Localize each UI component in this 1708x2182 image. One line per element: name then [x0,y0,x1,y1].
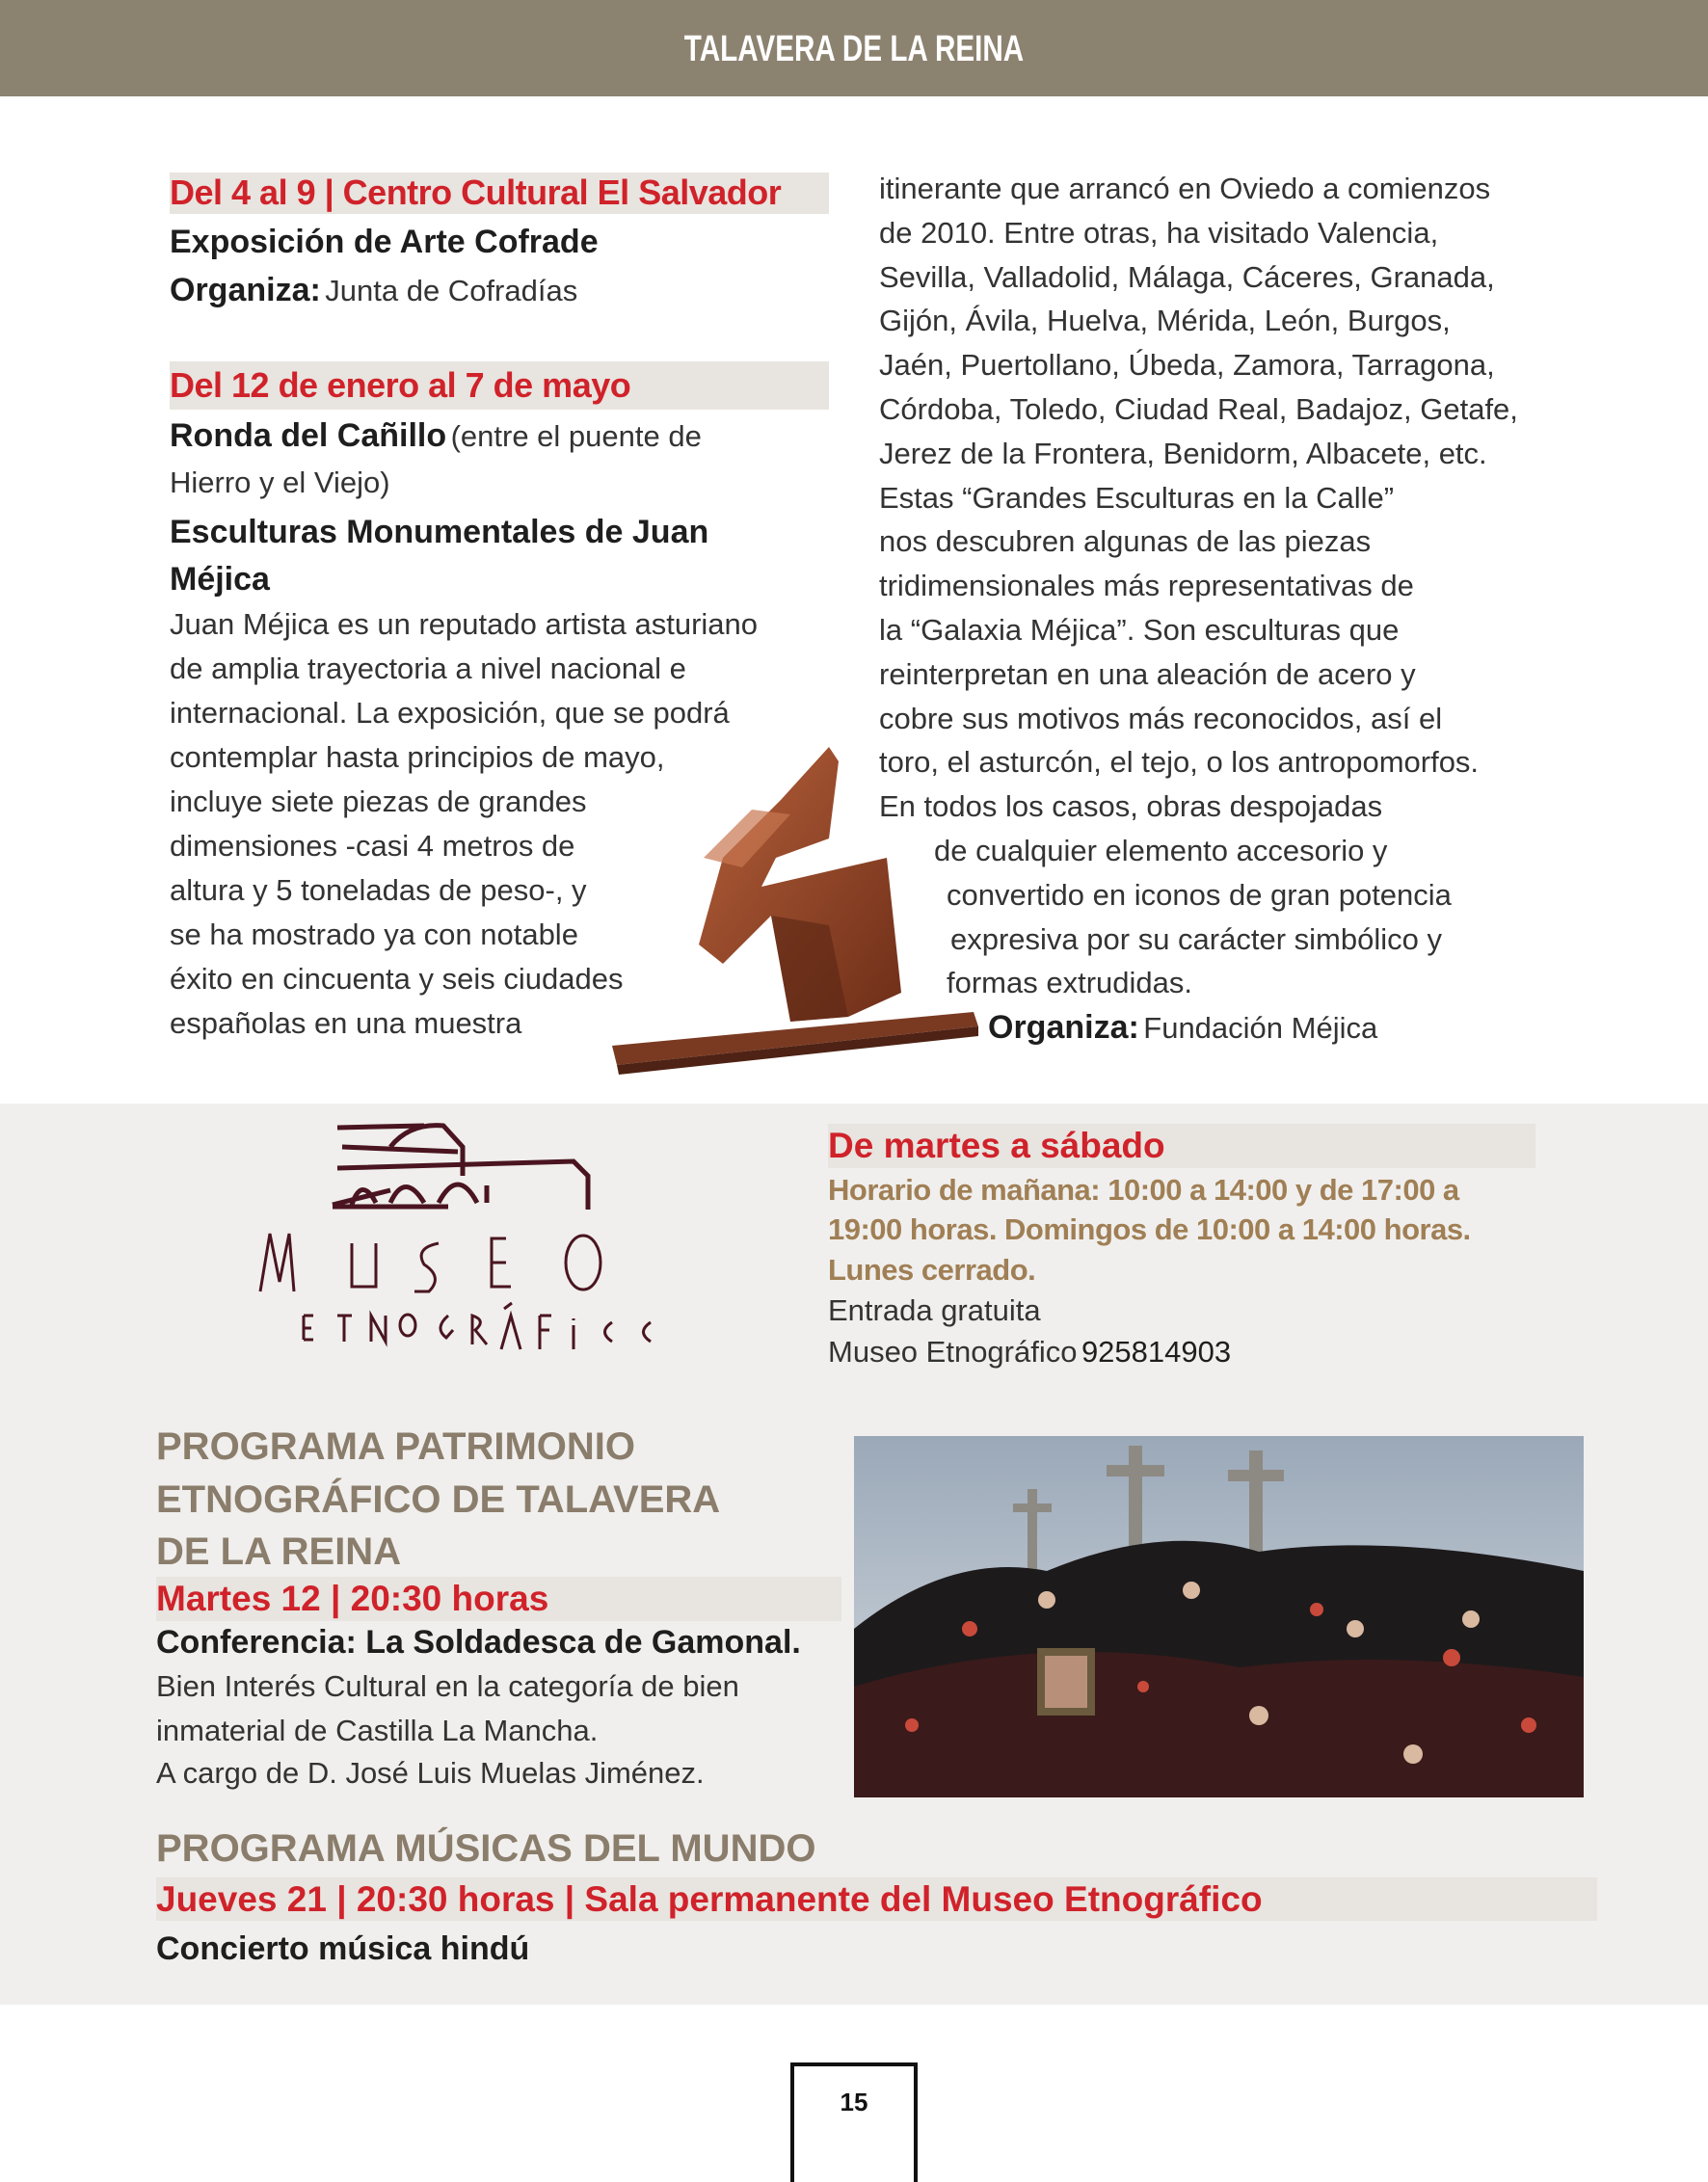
patrimonio-title-line: ETNOGRÁFICO DE TALAVERA [156,1478,721,1521]
page-number-box [790,2062,918,2182]
page-number: 15 [840,2088,868,2116]
organiza-value: Junta de Cofradías [325,274,578,307]
museum-contact [828,1330,1231,1374]
description-line: de 2010. Entre otras, ha visitado Valencia, [879,215,1439,250]
place-name: Ronda del Cañillo [170,417,447,454]
description-line: cobre sus motivos más reconocidos, así el [879,701,1443,735]
description-line: Gijón, Ávila, Huelva, Mérida, León, Burgos, [879,304,1451,338]
description-line: dimensiones -casi 4 metros de [170,829,575,863]
description-line: españolas en una muestra [170,1006,522,1040]
event2-title-line: Esculturas Monumentales de Juan [170,514,709,550]
soldadesca-photo [854,1436,1584,1797]
description-line: convertido en iconos de gran potencia [947,877,1452,912]
patrimonio-date: Martes 12 | 20:30 horas [156,1579,549,1618]
description-line: expresiva por su carácter simbólico y [950,921,1442,956]
description-line: nos descubren algunas de las piezas [879,524,1372,559]
description-line: se ha mostrado ya con notable [170,918,578,951]
description-line: reinterpretan en una aleación de acero y [879,656,1416,691]
description-line: formas extrudidas. [947,966,1192,1000]
museum-hours-line: Lunes cerrado. [828,1253,1036,1287]
organiza-label: Organiza: [988,1009,1139,1046]
page-header [0,0,1708,96]
event1-organizer [170,268,577,312]
patrimonio-desc-line: Bien Interés Cultural en la categoría de bien [156,1669,739,1703]
museum-days-heading: De martes a sábado [828,1126,1165,1165]
description-line: de amplia trayectoria a nivel nacional e [170,652,686,685]
patrimonio-desc-line: A cargo de D. José Luis Muelas Jiménez. [156,1756,705,1790]
description-line: toro, el asturcón, el tejo, o los antropomorfos. [879,745,1480,780]
place-detail: (entre el puente de [450,419,702,453]
musicas-event-title: Concierto música hindú [156,1930,530,1967]
event2-title-line: Méjica [170,561,270,598]
description-line: En todos los casos, obras despojadas [879,789,1383,824]
event2-organizer [988,1005,1377,1050]
museo-etnografico-logo [255,1118,757,1369]
event2-heading: Del 12 de enero al 7 de mayo [170,365,631,405]
museum-hours-line: 19:00 horas. Domingos de 10:00 a 14:00 horas. [828,1212,1471,1246]
description-line: itinerante que arrancó en Oviedo a comienzos [879,172,1491,205]
event2-place [170,413,702,458]
description-line: Estas “Grandes Esculturas en la Calle” [879,480,1395,515]
museum-hours-line: Horario de mañana: 10:00 a 14:00 y de 17:00 a [828,1173,1459,1207]
description-line: tridimensionales más representativas de [879,569,1414,603]
description-line: Jerez de la Frontera, Benidorm, Albacete, etc. [879,436,1487,470]
description-line: de cualquier elemento accesorio y [934,834,1388,867]
organiza-value: Fundación Méjica [1143,1011,1378,1045]
event1-heading: Del 4 al 9 | Centro Cultural El Salvador [170,173,782,212]
organiza-label: Organiza: [170,272,321,308]
description-line: Juan Méjica es un reputado artista asturiano [170,607,759,641]
patrimonio-desc-line: inmaterial de Castilla La Mancha. [156,1714,599,1747]
description-line: contemplar hasta principios de mayo, [170,740,665,774]
patrimonio-title-line: PROGRAMA PATRIMONIO [156,1425,636,1468]
contact-label: Museo Etnográfico [828,1335,1078,1369]
musicas-title: PROGRAMA MÚSICAS DEL MUNDO [156,1827,816,1870]
description-line: incluye siete piezas de grandes [170,785,587,818]
description-line: éxito en cincuenta y seis ciudades [170,962,624,996]
description-line: Sevilla, Valladolid, Málaga, Cáceres, Granada, [879,259,1495,294]
museum-entrance: Entrada gratuita [828,1293,1041,1327]
description-line: Jaén, Puertollano, Úbeda, Zamora, Tarragona, [879,348,1495,383]
patrimonio-event-title: Conferencia: La Soldadesca de Gamonal. [156,1624,801,1661]
header-title: TALAVERA DE LA REINA [683,29,1025,69]
place-detail-line2: Hierro y el Viejo) [170,466,390,499]
event1-title: Exposición de Arte Cofrade [170,224,599,260]
description-line: Córdoba, Toledo, Ciudad Real, Badajoz, Getafe, [879,392,1518,426]
musicas-date: Jueves 21 | 20:30 horas | Sala permanente del Museo Etnográfico [156,1879,1263,1919]
patrimonio-title-line: DE LA REINA [156,1530,402,1573]
phone-number: 925814903 [1081,1335,1232,1369]
description-line: la “Galaxia Méjica”. Son esculturas que [879,613,1400,647]
description-line: altura y 5 toneladas de peso-, y [170,873,587,907]
description-line: internacional. La exposición, que se podrá [170,696,730,730]
sculpture-image [607,742,983,1079]
